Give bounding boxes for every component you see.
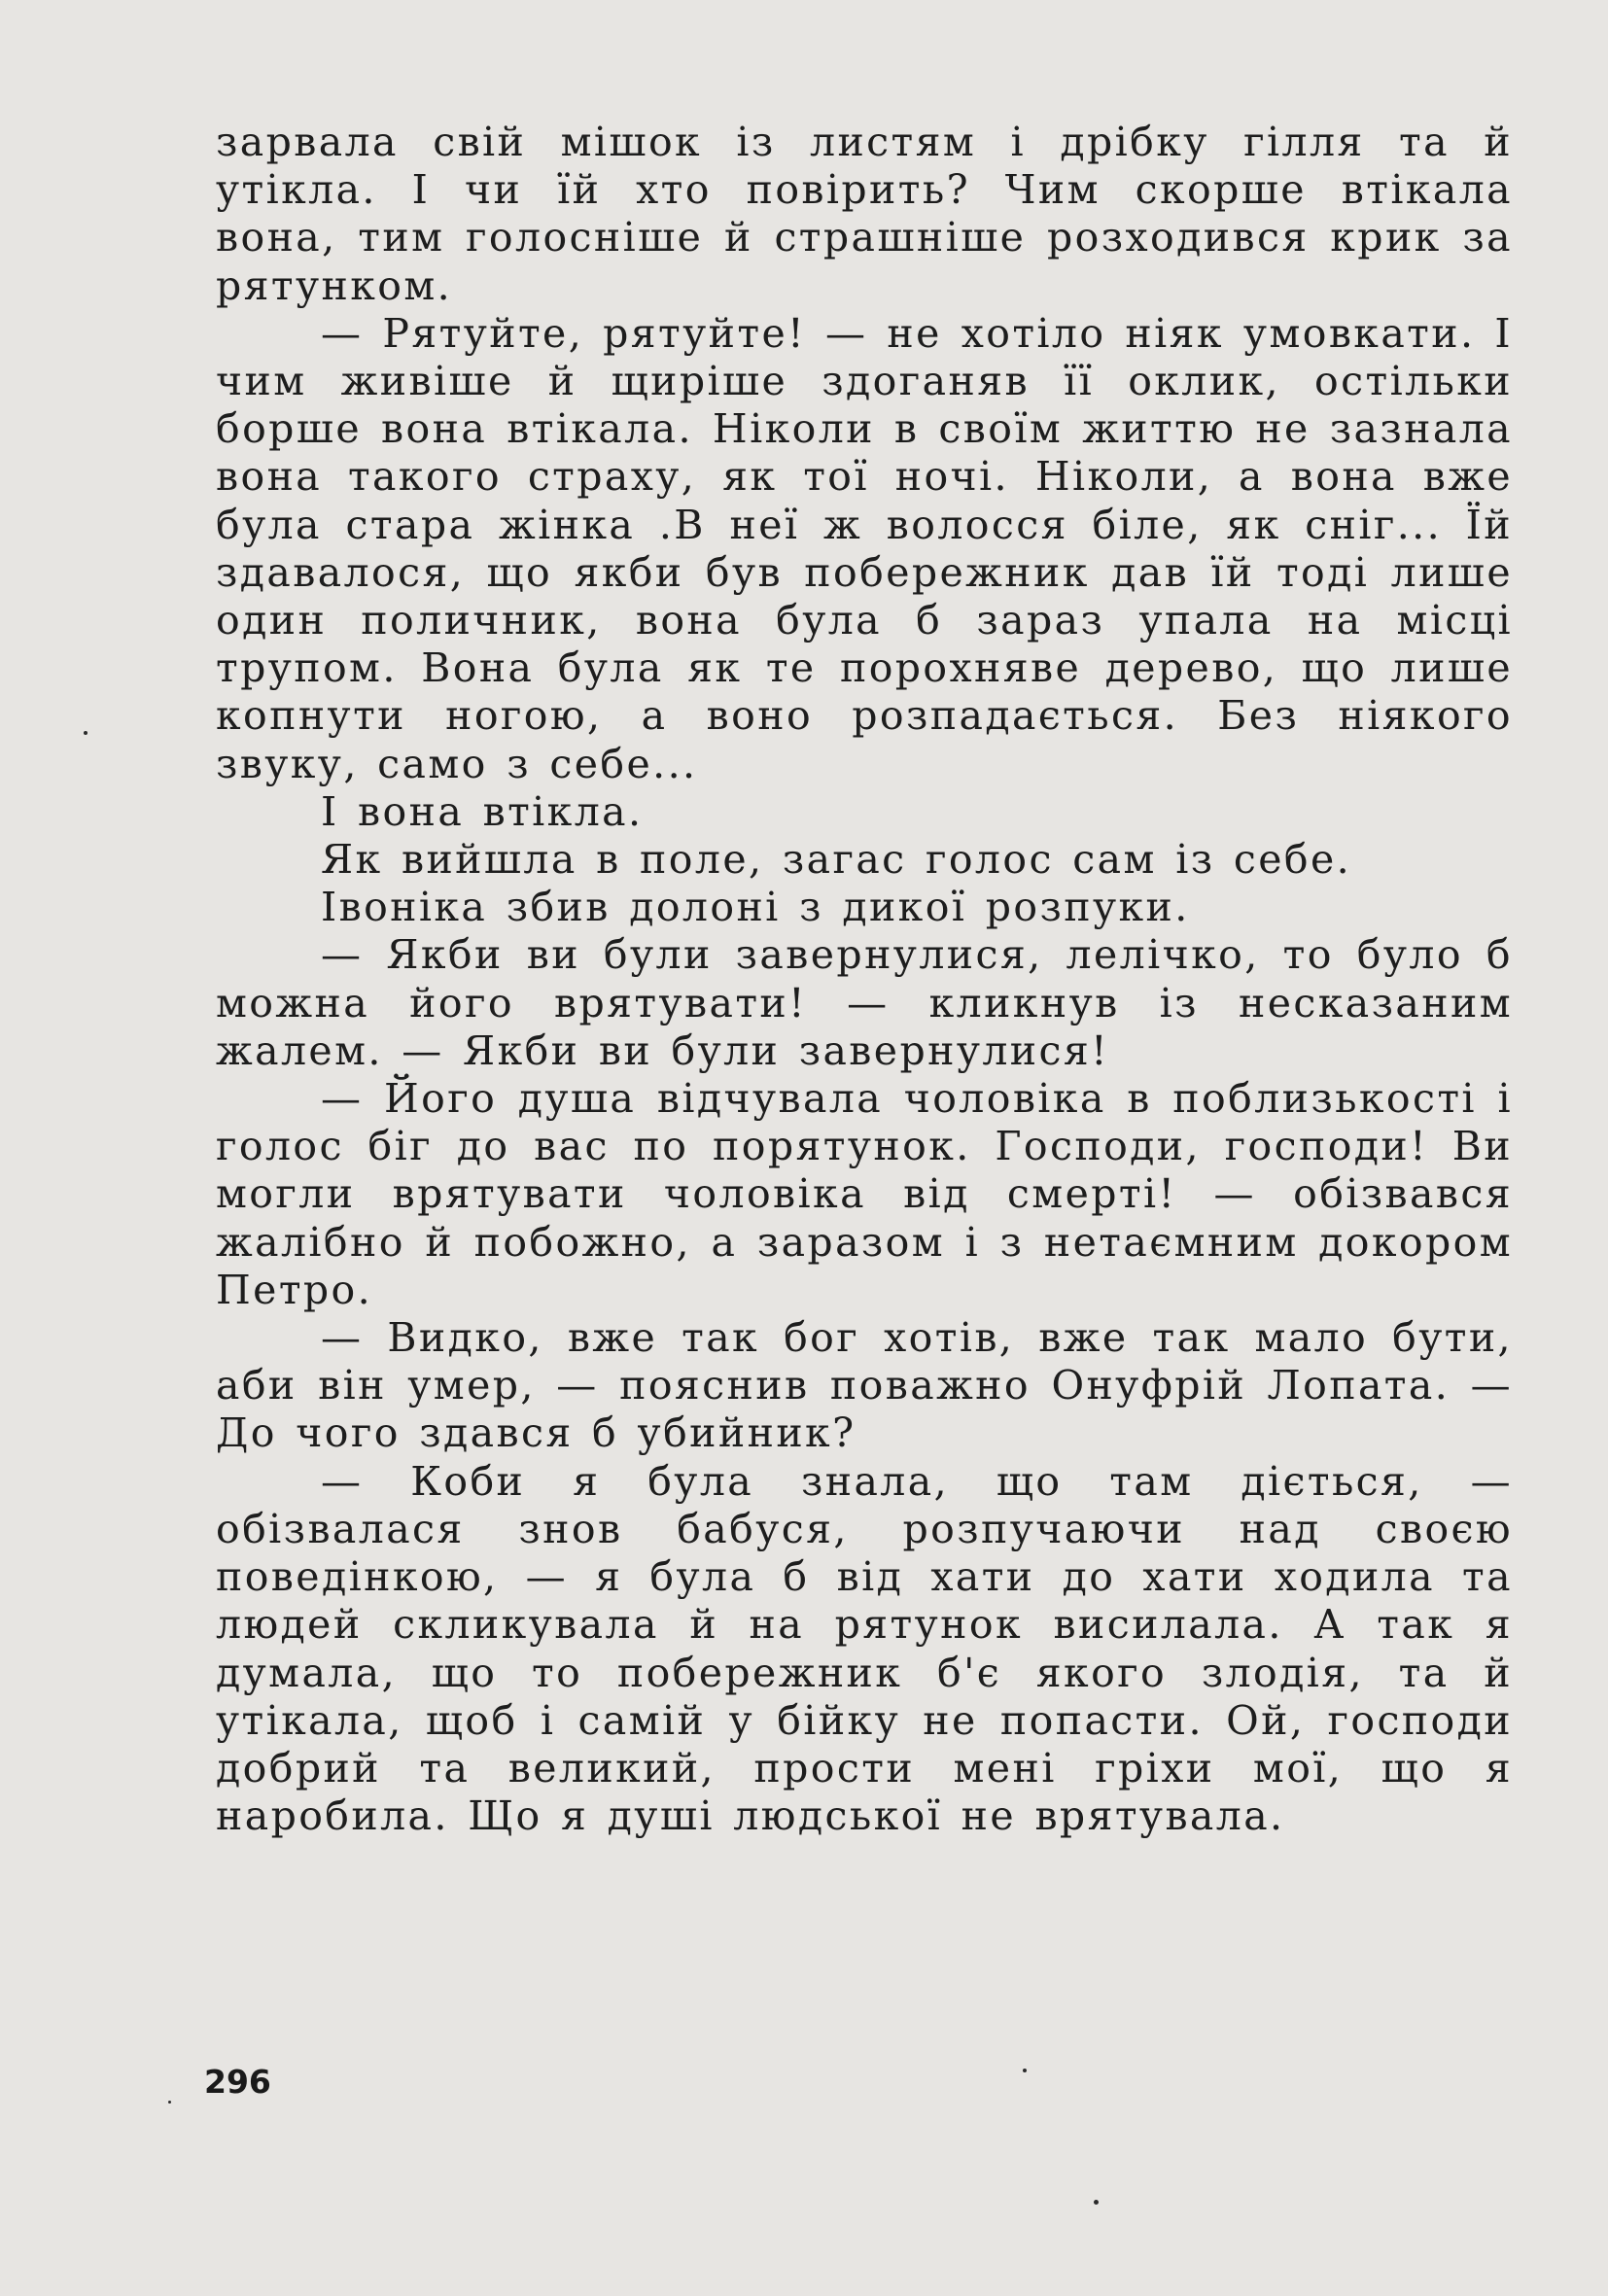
paragraph-continuation: зарвала свій мішок із листям і дрібку гілля та й утікла. І чи їй хто повірить? Чим скорше втікала вона, тим голосніше й страшніше розходився крик за рятунком.	[216, 119, 1513, 309]
paragraph: — Якби ви були завернулися, лелічко, то було б можна його врятувати! — кликнув із несказаним жалем. — Якби ви були завернулися!	[216, 931, 1513, 1074]
paragraph: — Його душа відчувала чоловіка в поблизькості і голос біг до вас по порятунок. Господи, господи! Ви могли врятувати чоловіка від смерті! — обізвався жалібно й побожно, а заразом і з нетаємним докором Петро.	[216, 1075, 1513, 1313]
print-speck	[1023, 2069, 1027, 2072]
body-text	[216, 119, 1513, 1840]
paragraph: — Коби я була знала, що там діється, — обізвалася знов бабуся, розпучаючи над своєю поведінкою, — я була б від хати до хати ходила та людей скликувала й на рятунок висилала. А так я думала, що то побережник б'є якого злодія, та й утікала, щоб і самій у бійку не попасти. Ой, господи добрий та великий, прости мені гріхи мої, що я наробила. Що я душі людської не врятувала.	[216, 1457, 1513, 1840]
print-speck	[84, 731, 87, 735]
paragraph: Як вийшла в поле, загас голос сам із себе.	[321, 836, 1352, 884]
paragraph: Івоніка збив долоні з дикої розпуки.	[321, 884, 1190, 931]
paragraph: — Рятуйте, рятуйте! — не хотіло ніяк умовкати. І чим живіше й щиріше здоганяв її оклик, остільки борше вона втікала. Ніколи в своїм життю не зазнала вона такого страху, як тої ночі. Ніколи, а вона вже була стара жінка .В неї ж волосся біле, як сніг... Їй здавалося, що якби був побережник дав їй тоді лише один поличник, вона була б зараз упала на місці трупом. Вона була як те порохняве дерево, що лише копнути ногою, а воно розпадається. Без ніякого звуку, само з себе...	[216, 309, 1513, 787]
paragraph: — Видко, вже так бог хотів, вже так мало бути, аби він умер, — пояснив поважно Онуфрій Лопата. — До чого здався б убийник?	[216, 1314, 1513, 1457]
print-speck	[168, 2101, 171, 2104]
paragraph: І вона втікла.	[321, 787, 644, 835]
print-speck	[1094, 2200, 1099, 2205]
page-number: 296	[204, 2063, 271, 2101]
